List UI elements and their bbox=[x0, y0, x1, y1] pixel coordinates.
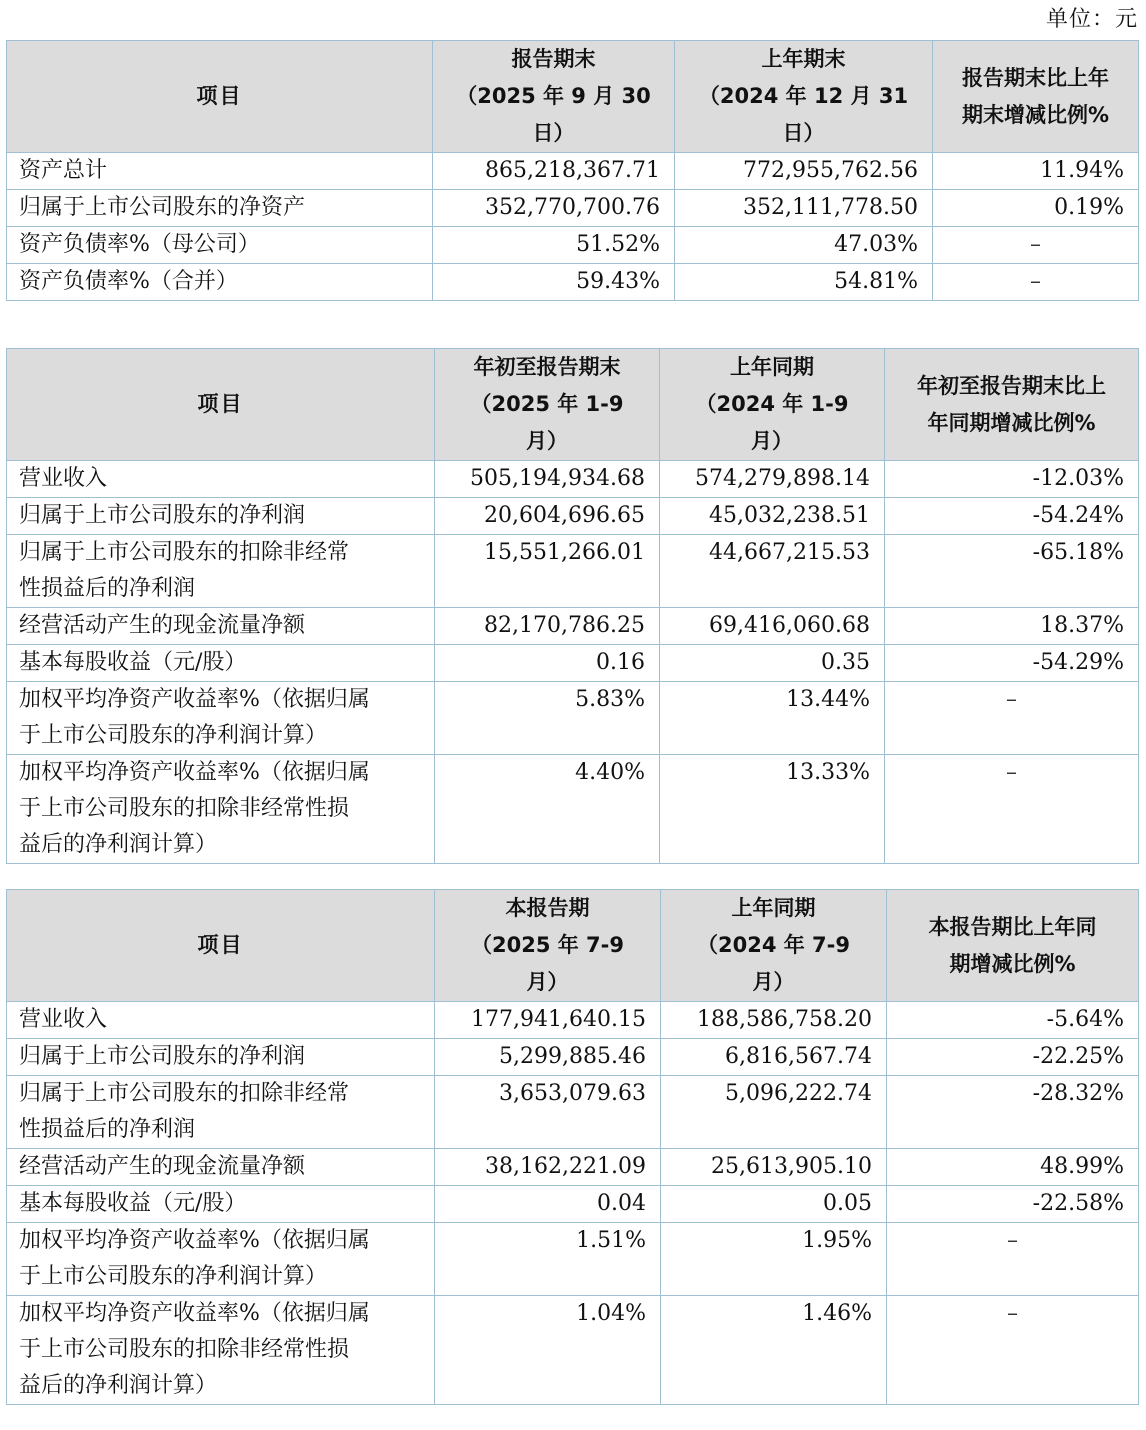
header-column-1: 年初至报告期末 （2025 年 1-9 月） bbox=[435, 349, 660, 461]
header-item: 项目 bbox=[7, 890, 435, 1002]
table-row bbox=[7, 1223, 1139, 1296]
change-ratio-cell: -5.64% bbox=[887, 1002, 1139, 1039]
header-row bbox=[7, 890, 1139, 1002]
row-label: 归属于上市公司股东的扣除非经常 性损益后的净利润 bbox=[7, 1076, 435, 1149]
row-label: 资产负债率%（合并） bbox=[7, 264, 433, 301]
current-period-cell: 0.04 bbox=[435, 1186, 661, 1223]
row-label: 经营活动产生的现金流量净额 bbox=[7, 1149, 435, 1186]
change-ratio-cell: -65.18% bbox=[885, 535, 1139, 608]
row-label: 资产总计 bbox=[7, 153, 433, 190]
table-row bbox=[7, 682, 1139, 755]
prior-period-cell: 54.81% bbox=[675, 264, 933, 301]
table-row bbox=[7, 264, 1139, 301]
change-ratio-cell: -12.03% bbox=[885, 461, 1139, 498]
prior-period-cell: 352,111,778.50 bbox=[675, 190, 933, 227]
table-row bbox=[7, 1076, 1139, 1149]
table-row bbox=[7, 1149, 1139, 1186]
prior-period-cell: 188,586,758.20 bbox=[661, 1002, 887, 1039]
prior-period-cell: 13.33% bbox=[660, 755, 885, 864]
change-ratio-cell: 0.19% bbox=[933, 190, 1139, 227]
table-row bbox=[7, 1039, 1139, 1076]
current-period-cell: 0.16 bbox=[435, 645, 660, 682]
current-period-cell: 38,162,221.09 bbox=[435, 1149, 661, 1186]
current-period-cell: 177,941,640.15 bbox=[435, 1002, 661, 1039]
change-ratio-cell: – bbox=[887, 1296, 1139, 1405]
current-period-cell: 59.43% bbox=[433, 264, 675, 301]
row-label: 归属于上市公司股东的净资产 bbox=[7, 190, 433, 227]
current-period-cell: 15,551,266.01 bbox=[435, 535, 660, 608]
change-ratio-cell: – bbox=[887, 1223, 1139, 1296]
header-item: 项目 bbox=[7, 41, 433, 153]
change-ratio-cell: – bbox=[885, 682, 1139, 755]
prior-period-cell: 47.03% bbox=[675, 227, 933, 264]
current-period-cell: 82,170,786.25 bbox=[435, 608, 660, 645]
table-row bbox=[7, 645, 1139, 682]
prior-period-cell: 6,816,567.74 bbox=[661, 1039, 887, 1076]
change-ratio-cell: – bbox=[933, 227, 1139, 264]
header-row bbox=[7, 41, 1139, 153]
table-row bbox=[7, 608, 1139, 645]
row-label: 营业收入 bbox=[7, 461, 435, 498]
change-ratio-cell: -22.58% bbox=[887, 1186, 1139, 1223]
prior-period-cell: 574,279,898.14 bbox=[660, 461, 885, 498]
change-ratio-cell: -54.29% bbox=[885, 645, 1139, 682]
header-column-3: 年初至报告期末比上 年同期增减比例% bbox=[885, 349, 1139, 461]
header-column-1: 本报告期 （2025 年 7-9 月） bbox=[435, 890, 661, 1002]
prior-period-cell: 772,955,762.56 bbox=[675, 153, 933, 190]
prior-period-cell: 5,096,222.74 bbox=[661, 1076, 887, 1149]
current-period-cell: 865,218,367.71 bbox=[433, 153, 675, 190]
current-period-cell: 20,604,696.65 bbox=[435, 498, 660, 535]
balance-sheet-table bbox=[6, 40, 1139, 301]
table-row bbox=[7, 498, 1139, 535]
header-column-2: 上年同期 （2024 年 1-9 月） bbox=[660, 349, 885, 461]
header-column-3: 本报告期比上年同 期增减比例% bbox=[887, 890, 1139, 1002]
unit-label: 单位：元 bbox=[1045, 7, 1138, 32]
current-period-cell: 505,194,934.68 bbox=[435, 461, 660, 498]
row-label: 经营活动产生的现金流量净额 bbox=[7, 608, 435, 645]
row-label: 归属于上市公司股东的净利润 bbox=[7, 1039, 435, 1076]
change-ratio-cell: 18.37% bbox=[885, 608, 1139, 645]
table-row bbox=[7, 1296, 1139, 1405]
header-column-2: 上年期末 （2024 年 12 月 31 日） bbox=[675, 41, 933, 153]
prior-period-cell: 44,667,215.53 bbox=[660, 535, 885, 608]
current-period-cell: 51.52% bbox=[433, 227, 675, 264]
row-label: 加权平均净资产收益率%（依据归属 于上市公司股东的净利润计算） bbox=[7, 1223, 435, 1296]
change-ratio-cell: -54.24% bbox=[885, 498, 1139, 535]
table-row bbox=[7, 755, 1139, 864]
change-ratio-cell: 11.94% bbox=[933, 153, 1139, 190]
prior-period-cell: 25,613,905.10 bbox=[661, 1149, 887, 1186]
change-ratio-cell: – bbox=[885, 755, 1139, 864]
prior-period-cell: 1.95% bbox=[661, 1223, 887, 1296]
current-period-cell: 5.83% bbox=[435, 682, 660, 755]
header-item: 项目 bbox=[7, 349, 435, 461]
row-label: 归属于上市公司股东的扣除非经常 性损益后的净利润 bbox=[7, 535, 435, 608]
change-ratio-cell: 48.99% bbox=[887, 1149, 1139, 1186]
row-label: 营业收入 bbox=[7, 1002, 435, 1039]
row-label: 加权平均净资产收益率%（依据归属 于上市公司股东的净利润计算） bbox=[7, 682, 435, 755]
change-ratio-cell: -22.25% bbox=[887, 1039, 1139, 1076]
header-column-2: 上年同期 （2024 年 7-9 月） bbox=[661, 890, 887, 1002]
table-row bbox=[7, 1002, 1139, 1039]
header-column-1: 报告期末 （2025 年 9 月 30 日） bbox=[433, 41, 675, 153]
current-period-cell: 1.04% bbox=[435, 1296, 661, 1405]
table-row bbox=[7, 535, 1139, 608]
header-row bbox=[7, 349, 1139, 461]
row-label: 归属于上市公司股东的净利润 bbox=[7, 498, 435, 535]
row-label: 加权平均净资产收益率%（依据归属 于上市公司股东的扣除非经常性损 益后的净利润计算） bbox=[7, 1296, 435, 1405]
table-row bbox=[7, 1186, 1139, 1223]
prior-period-cell: 1.46% bbox=[661, 1296, 887, 1405]
table-row bbox=[7, 461, 1139, 498]
change-ratio-cell: – bbox=[933, 264, 1139, 301]
table-row bbox=[7, 190, 1139, 227]
prior-period-cell: 13.44% bbox=[660, 682, 885, 755]
current-period-cell: 4.40% bbox=[435, 755, 660, 864]
prior-period-cell: 0.35 bbox=[660, 645, 885, 682]
current-period-cell: 3,653,079.63 bbox=[435, 1076, 661, 1149]
quarter-table bbox=[6, 889, 1139, 1405]
current-period-cell: 352,770,700.76 bbox=[433, 190, 675, 227]
prior-period-cell: 69,416,060.68 bbox=[660, 608, 885, 645]
row-label: 基本每股收益（元/股） bbox=[7, 1186, 435, 1223]
change-ratio-cell: -28.32% bbox=[887, 1076, 1139, 1149]
table-row bbox=[7, 227, 1139, 264]
prior-period-cell: 0.05 bbox=[661, 1186, 887, 1223]
row-label: 加权平均净资产收益率%（依据归属 于上市公司股东的扣除非经常性损 益后的净利润计算） bbox=[7, 755, 435, 864]
row-label: 基本每股收益（元/股） bbox=[7, 645, 435, 682]
current-period-cell: 5,299,885.46 bbox=[435, 1039, 661, 1076]
prior-period-cell: 45,032,238.51 bbox=[660, 498, 885, 535]
row-label: 资产负债率%（母公司） bbox=[7, 227, 433, 264]
current-period-cell: 1.51% bbox=[435, 1223, 661, 1296]
table-row bbox=[7, 153, 1139, 190]
year-to-date-table bbox=[6, 348, 1139, 864]
header-column-3: 报告期末比上年 期末增减比例% bbox=[933, 41, 1139, 153]
